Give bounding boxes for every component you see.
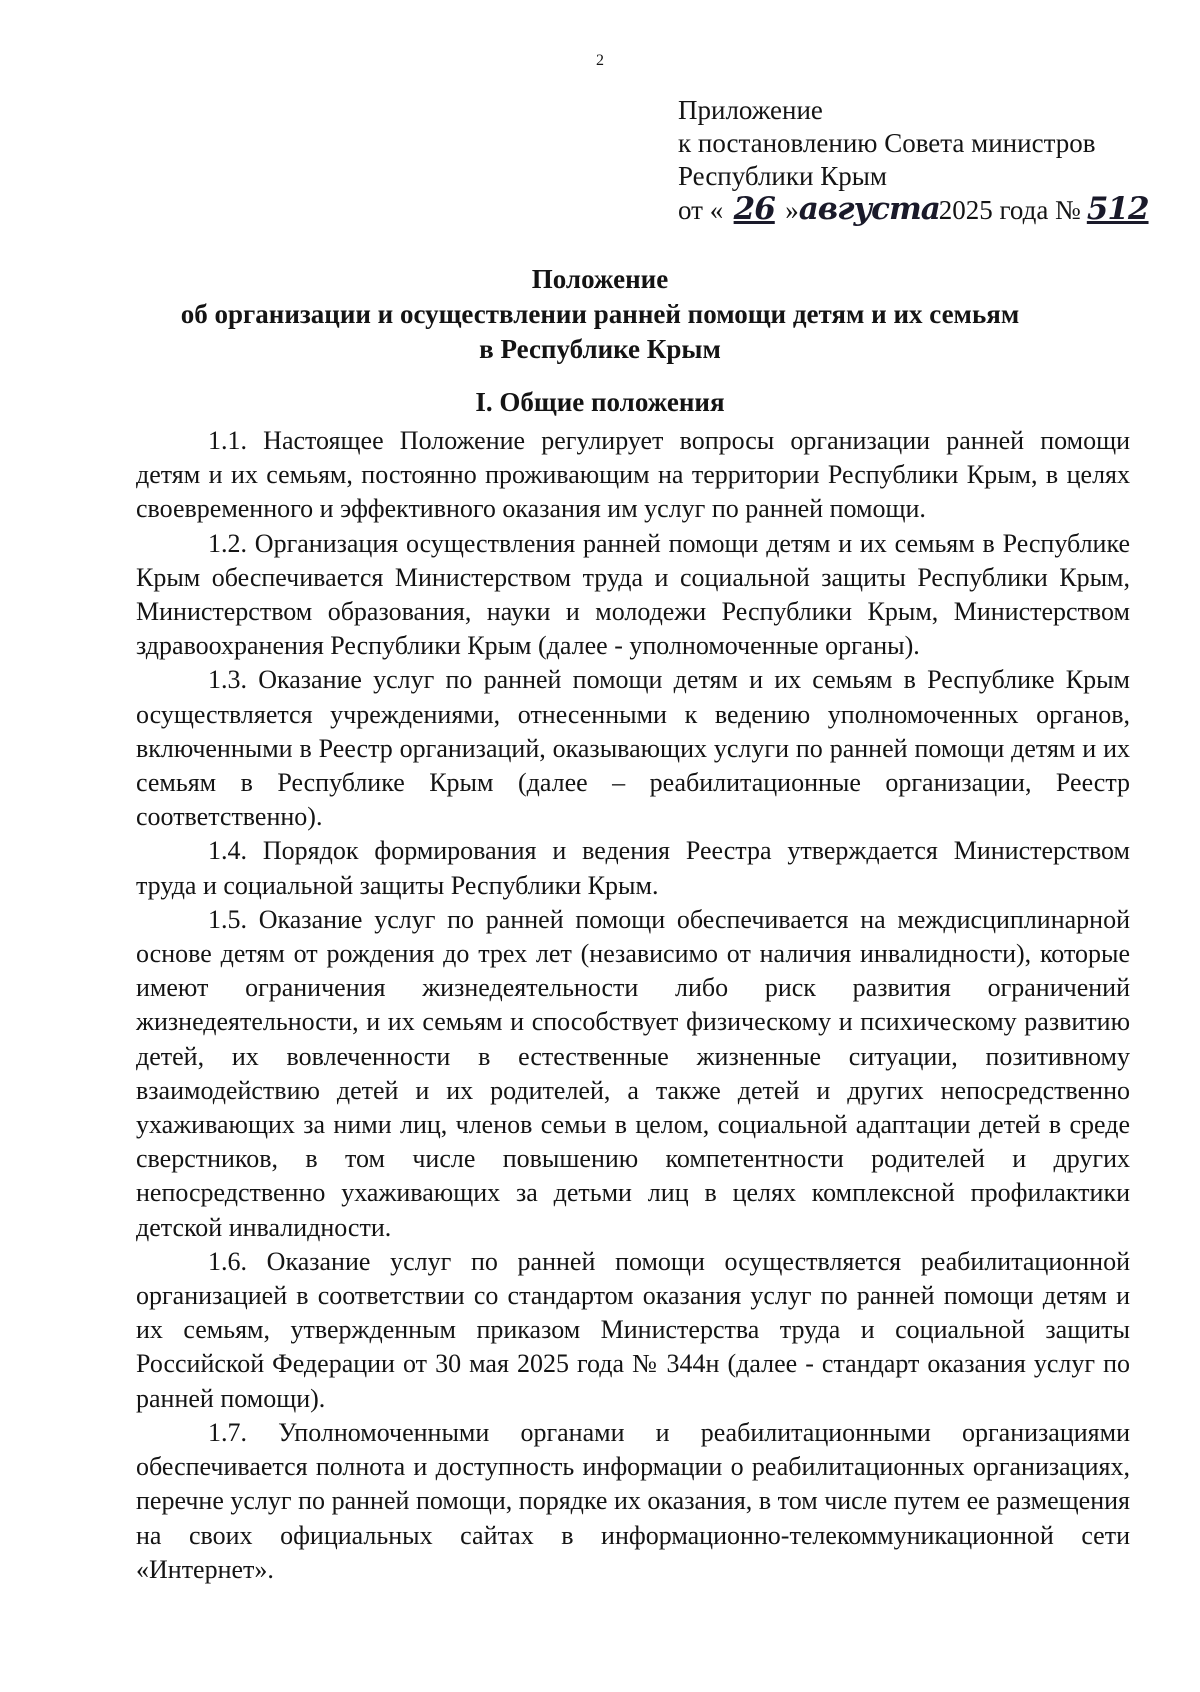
appendix-date-line bbox=[678, 193, 1149, 227]
appendix-line-2: к постановлению Совета министров bbox=[678, 128, 1096, 158]
paragraph-1-1: 1.1. Настоящее Положение регулирует вопросы организации ранней помощи детям и их семьям, постоянно проживающим на территории Республики Крым, в целях своевременного и эффективного оказания им услуг по ранней помощи. bbox=[136, 426, 1130, 524]
section-body bbox=[136, 424, 1130, 1587]
paragraph-1-6: 1.6. Оказание услуг по ранней помощи осуществляется реабилитационной организацией в соответствии со стандартом оказания услуг по ранней помощи детям и их семьям, утвержденным приказом Министерства труда и социальной защиты Российской Федерации от 30 мая 2025 года № 344н (далее - стандарт оказания услуг по ранней помощи). bbox=[136, 1246, 1130, 1413]
title-line-3: в Республике Крым bbox=[479, 334, 721, 364]
appendix-line-1: Приложение bbox=[678, 95, 823, 125]
document-title bbox=[0, 262, 1200, 367]
paragraph-1-5: 1.5. Оказание услуг по ранней помощи обеспечивается на междисциплинарной основе детям от рождения до трех лет (независимо от наличия инвалидности), которые имеют ограничения жизнедеятельности либо риск развития ограничений жизнедеятельности, и их семьям и способствует физическому и психическому развитию детей, их вовлеченности в естественные жизненные ситуации, позитивному взаимодействию детей и их родителей, а также детей и других непосредственно ухаживающих за ними лиц, членов семьи в целом, социальной адаптации детей в среде сверстников, в том числе повышению компетентности родителей и других непосредственно ухаживающих за детьми лиц в целях комплексной профилактики детской инвалидности. bbox=[136, 904, 1130, 1242]
date-quote-close: » bbox=[785, 195, 799, 225]
appendix-line-3: Республики Крым bbox=[678, 161, 887, 191]
date-year: 2025 года № bbox=[938, 195, 1081, 225]
handwritten-month: августа bbox=[798, 191, 940, 227]
title-line-1: Положение bbox=[531, 264, 669, 294]
handwritten-day: 26 bbox=[733, 191, 775, 227]
section-heading: I. Общие положения bbox=[475, 387, 725, 417]
title-line-2: об организации и осуществлении ранней помощи детям и их семьям bbox=[180, 299, 1020, 329]
paragraph-1-2: 1.2. Организация осуществления ранней помощи детям и их семьям в Республике Крым обеспечивается Министерством труда и социальной защиты Республики Крым, Министерством образования, науки и молодежи Республики Крым, Министерством здравоохранения Республики Крым (далее - уполномоченные органы). bbox=[136, 528, 1130, 661]
paragraph-1-7: 1.7. Уполномоченными органами и реабилитационными организациями обеспечивается полнота и доступность информации о реабилитационных организациях, перечне услуг по ранней помощи, порядке их оказания, в том числе путем ее размещения на своих официальных сайтах в информационно-телекоммуникационной сети «Интернет». bbox=[136, 1417, 1130, 1584]
paragraph-1-3: 1.3. Оказание услуг по ранней помощи детям и их семьям в Республике Крым осуществляется учреждениями, отнесенными к ведению уполномоченных органов, включенными в Реестр организаций, оказывающих услуги по ранней помощи детям и их семьям в Республике Крым (далее – реабилитационные организации, Реестр соответственно). bbox=[136, 665, 1130, 832]
date-prefix: от « bbox=[678, 195, 724, 225]
appendix-block bbox=[678, 94, 1149, 227]
paragraph-1-4: 1.4. Порядок формирования и ведения Реестра утверждается Министерством труда и социальной защиты Республики Крым. bbox=[136, 836, 1130, 900]
handwritten-doc-number: 512 bbox=[1086, 191, 1149, 227]
page-number: 2 bbox=[596, 52, 604, 69]
